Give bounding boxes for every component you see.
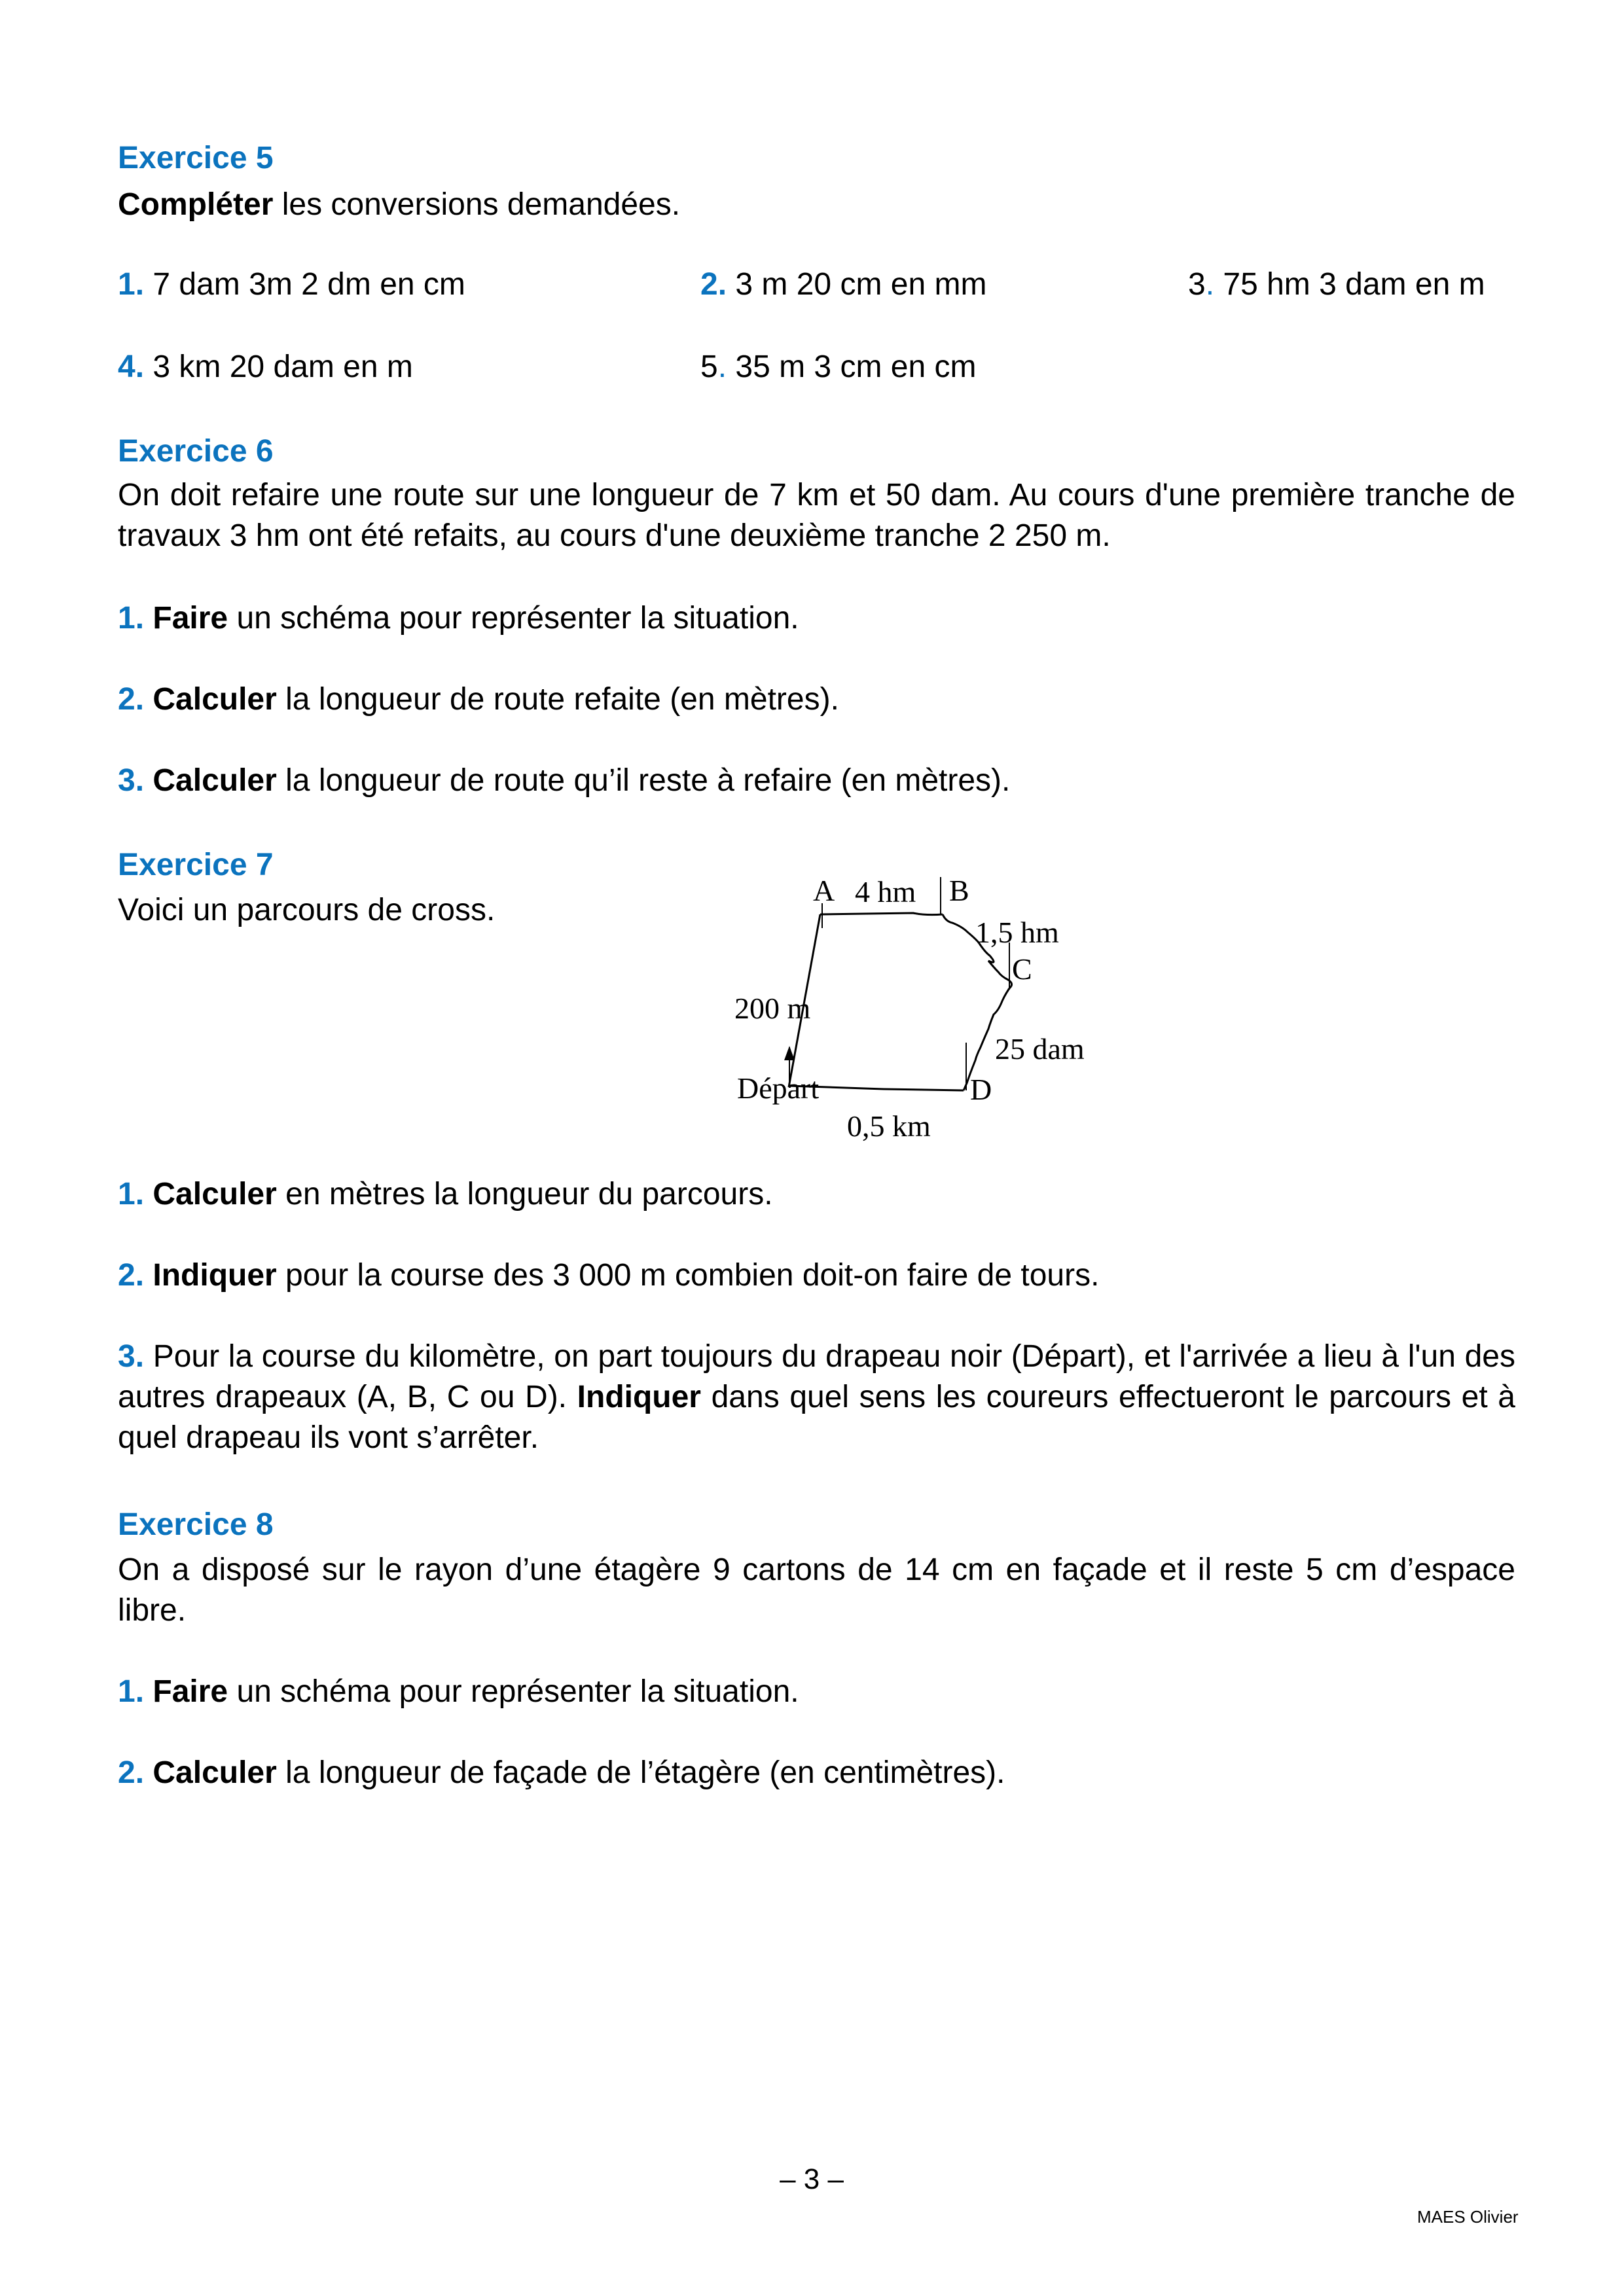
instruction-text: les conversions demandées. (273, 187, 681, 222)
question-text: la longueur de façade de l’étagère (en centimètres). (276, 1755, 1005, 1790)
question-text: un schéma pour représenter la situation. (228, 601, 799, 636)
exercise-5-item-5 (700, 347, 977, 387)
exercise-6-question-3 (118, 761, 1010, 801)
length-label-d-start: 0,5 km (847, 1109, 931, 1143)
question-text: Pour la course du kilomètre, on part toujours du drapeau noir (Départ), et l'arrivée a lieu à l'un des autres drapeaux (A, B, C ou D). (118, 1339, 1515, 1414)
question-number: 3. (118, 1339, 145, 1374)
question-number: 3. (118, 763, 145, 798)
point-label-d: D (970, 1073, 992, 1106)
exercise-7-question-2 (118, 1255, 1099, 1296)
point-label-c: C (1012, 952, 1032, 986)
exercise-6-title: Exercice 6 (118, 434, 274, 469)
item-text: 75 hm 3 dam en m (1214, 267, 1485, 302)
question-text: un schéma pour représenter la situation. (228, 1674, 799, 1709)
exercise-5-item-1 (118, 264, 465, 305)
exercise-5-instruction (118, 185, 680, 225)
item-text: 3 km 20 dam en m (144, 350, 413, 384)
exercise-7-question-3 (118, 1336, 1515, 1458)
exercise-7-question-1 (118, 1174, 773, 1215)
question-verb: Calculer (153, 682, 277, 717)
cross-course-diagram (720, 851, 1407, 1165)
question-number: 2. (118, 1258, 145, 1293)
point-label-b: B (949, 874, 969, 907)
question-text: la longueur de route qu’il reste à refaire (en mètres). (276, 763, 1011, 798)
exercise-8-title: Exercice 8 (118, 1507, 274, 1542)
question-verb: Indiquer (153, 1258, 277, 1293)
point-label-start: Départ (737, 1071, 820, 1105)
question-verb: Calculer (153, 1755, 277, 1790)
exercise-5-item-3 (1188, 264, 1485, 305)
item-number: 4. (118, 350, 145, 384)
question-text-continued: dans quel sens les coureurs effectueront le parcours et à quel drapeau ils vont s’arrêter. (118, 1380, 1516, 1455)
item-text: 7 dam 3m 2 dm en cm (144, 267, 465, 302)
item-text: 3 m 20 cm en mm (727, 267, 987, 302)
author-credit: MAES Olivier (1417, 2207, 1519, 2227)
question-text: la longueur de route refaite (en mètres). (276, 682, 839, 717)
exercise-6-question-1 (118, 598, 799, 639)
question-verb: Calculer (153, 763, 277, 798)
exercise-8-question-1 (118, 1672, 799, 1712)
exercise-5-title: Exercice 5 (118, 141, 274, 175)
question-number: 2. (118, 1755, 145, 1790)
question-verb: Calculer (153, 1177, 277, 1211)
instruction-verb: Compléter (118, 187, 274, 222)
exercise-8-statement: On a disposé sur le rayon d’une étagère 9 cartons de 14 cm en façade et il reste 5 cm d’espace libre. (118, 1552, 1515, 1628)
page-number: – 3 – (780, 2163, 844, 2195)
question-verb: Faire (153, 601, 228, 636)
exercise-7-intro: Voici un parcours de cross. (118, 893, 496, 927)
question-verb: Indiquer (577, 1380, 701, 1414)
exercise-5-item-4 (118, 347, 413, 387)
question-number: 1. (118, 601, 145, 636)
item-number: 5. (700, 350, 727, 384)
exercise-5-item-2 (700, 264, 986, 305)
question-number: 1. (118, 1674, 145, 1709)
length-label-a-b: 4 hm (855, 875, 916, 908)
exercise-6-question-2 (118, 679, 839, 720)
exercise-6-statement: On doit refaire une route sur une longueur de 7 km et 50 dam. Au cours d'une première tranche de travaux 3 hm ont été refaits, au cours d'une deuxième tranche 2 250 m. (118, 478, 1515, 553)
question-text: en mètres la longueur du parcours. (276, 1177, 773, 1211)
question-number: 1. (118, 1177, 145, 1211)
item-number: 2. (700, 267, 727, 302)
length-label-start-a: 200 m (734, 992, 811, 1025)
length-label-c-d: 25 dam (995, 1032, 1085, 1066)
exercise-7-title: Exercice 7 (118, 848, 274, 882)
question-number: 2. (118, 682, 145, 717)
question-verb: Faire (153, 1674, 228, 1709)
point-label-a: A (813, 874, 835, 907)
segment-a-b (820, 913, 943, 915)
item-number: 3. (1188, 267, 1215, 302)
length-label-b-c: 1,5 hm (975, 916, 1059, 949)
exercise-8-question-2 (118, 1753, 1005, 1793)
question-text: pour la course des 3 000 m combien doit-on faire de tours. (276, 1258, 1100, 1293)
item-number: 1. (118, 267, 145, 302)
item-text: 35 m 3 cm en cm (727, 350, 977, 384)
